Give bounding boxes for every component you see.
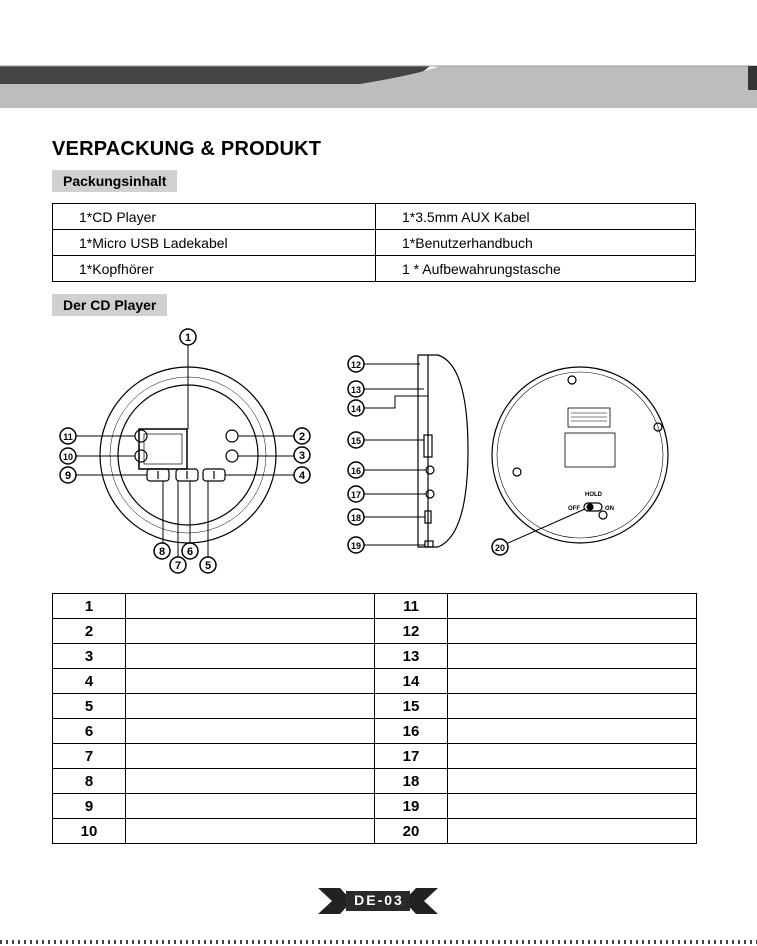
part-description — [126, 769, 375, 794]
callout-3 — [294, 447, 310, 463]
part-number: 6 — [53, 719, 126, 744]
table-row — [53, 619, 697, 644]
table-row — [53, 669, 697, 694]
part-number: 5 — [53, 694, 126, 719]
svg-text:4: 4 — [298, 470, 306, 482]
table-row — [53, 594, 697, 619]
svg-text:8: 8 — [158, 546, 166, 558]
callout-11 — [60, 428, 76, 444]
parts-table — [52, 593, 697, 844]
part-description — [448, 719, 697, 744]
table-row — [53, 819, 697, 844]
part-number: 3 — [53, 644, 126, 669]
part-description — [448, 644, 697, 669]
on-label: ON — [605, 506, 614, 512]
table-row — [53, 794, 697, 819]
table-row — [53, 204, 696, 230]
cd-player-label: Der CD Player — [52, 294, 167, 316]
part-description — [448, 619, 697, 644]
part-description — [126, 644, 375, 669]
svg-text:3: 3 — [298, 450, 306, 462]
part-description — [448, 819, 697, 844]
part-description — [126, 594, 375, 619]
header-band — [0, 0, 757, 115]
table-row — [53, 769, 697, 794]
callout-9 — [60, 467, 76, 483]
part-number: 7 — [53, 744, 126, 769]
part-number: 2 — [53, 619, 126, 644]
table-row — [53, 719, 697, 744]
callout-7 — [170, 557, 186, 573]
svg-text:16: 16 — [350, 466, 362, 476]
svg-text:12: 12 — [350, 360, 362, 370]
svg-text:20: 20 — [494, 543, 506, 553]
back-view — [492, 367, 668, 543]
svg-text:5: 5 — [204, 560, 212, 572]
callout-8 — [154, 543, 170, 559]
part-description — [126, 619, 375, 644]
table-cell: 1 * Aufbewahrungstasche — [376, 256, 696, 282]
table-cell: 1*Micro USB Ladekabel — [53, 230, 376, 256]
svg-text:19: 19 — [350, 541, 362, 551]
svg-text:18: 18 — [350, 513, 362, 523]
part-number: 10 — [53, 819, 126, 844]
svg-text:9: 9 — [64, 470, 72, 482]
svg-text:2: 2 — [298, 431, 306, 443]
table-row — [53, 256, 696, 282]
callout-19 — [348, 537, 364, 553]
bottom-border — [0, 940, 757, 944]
callout-18 — [348, 509, 364, 525]
cd-player-diagram — [0, 325, 757, 580]
table-cell: 1*CD Player — [53, 204, 376, 230]
part-number: 11 — [375, 594, 448, 619]
table-cell: 1*3.5mm AUX Kabel — [376, 204, 696, 230]
callout-14 — [348, 400, 364, 416]
part-description — [448, 669, 697, 694]
svg-text:13: 13 — [350, 385, 362, 395]
part-description — [126, 794, 375, 819]
callout-4 — [294, 467, 310, 483]
svg-text:17: 17 — [350, 490, 362, 500]
part-description — [448, 694, 697, 719]
table-cell: 1*Kopfhörer — [53, 256, 376, 282]
package-contents-table — [52, 203, 696, 282]
callout-13 — [348, 381, 364, 397]
svg-text:7: 7 — [174, 560, 182, 572]
part-description — [126, 694, 375, 719]
table-row — [53, 744, 697, 769]
part-description — [126, 744, 375, 769]
package-contents-label: Packungsinhalt — [52, 170, 177, 192]
part-number: 16 — [375, 719, 448, 744]
callout-20 — [492, 539, 508, 555]
callout-2 — [294, 428, 310, 444]
part-description — [448, 769, 697, 794]
table-row — [53, 644, 697, 669]
svg-text:10: 10 — [62, 452, 74, 462]
part-description — [448, 794, 697, 819]
table-row — [53, 230, 696, 256]
part-number: 14 — [375, 669, 448, 694]
callout-1 — [180, 329, 196, 345]
part-number: 12 — [375, 619, 448, 644]
part-description — [126, 719, 375, 744]
part-description — [126, 669, 375, 694]
part-number: 17 — [375, 744, 448, 769]
part-description — [448, 594, 697, 619]
callout-12 — [348, 356, 364, 372]
part-number: 18 — [375, 769, 448, 794]
part-description — [448, 744, 697, 769]
callout-6 — [182, 543, 198, 559]
part-number: 19 — [375, 794, 448, 819]
callout-16 — [348, 462, 364, 478]
callout-15 — [348, 432, 364, 448]
part-number: 15 — [375, 694, 448, 719]
side-view — [418, 355, 468, 547]
part-description — [126, 819, 375, 844]
part-number: 13 — [375, 644, 448, 669]
svg-text:6: 6 — [186, 546, 194, 558]
svg-text:14: 14 — [350, 404, 362, 414]
svg-text:1: 1 — [184, 332, 192, 344]
page-title: VERPACKUNG & PRODUKT — [52, 138, 322, 160]
hold-label: HOLD — [585, 492, 602, 498]
part-number: 8 — [53, 769, 126, 794]
page-number: DE-03 — [354, 892, 404, 908]
callout-10 — [60, 448, 76, 464]
callout-5 — [200, 557, 216, 573]
part-number: 9 — [53, 794, 126, 819]
part-number: 20 — [375, 819, 448, 844]
svg-text:11: 11 — [63, 432, 73, 442]
svg-text:15: 15 — [350, 436, 362, 446]
callout-17 — [348, 486, 364, 502]
part-number: 1 — [53, 594, 126, 619]
table-row — [53, 694, 697, 719]
part-number: 4 — [53, 669, 126, 694]
off-label: OFF — [568, 506, 580, 512]
table-cell: 1*Benutzerhandbuch — [376, 230, 696, 256]
